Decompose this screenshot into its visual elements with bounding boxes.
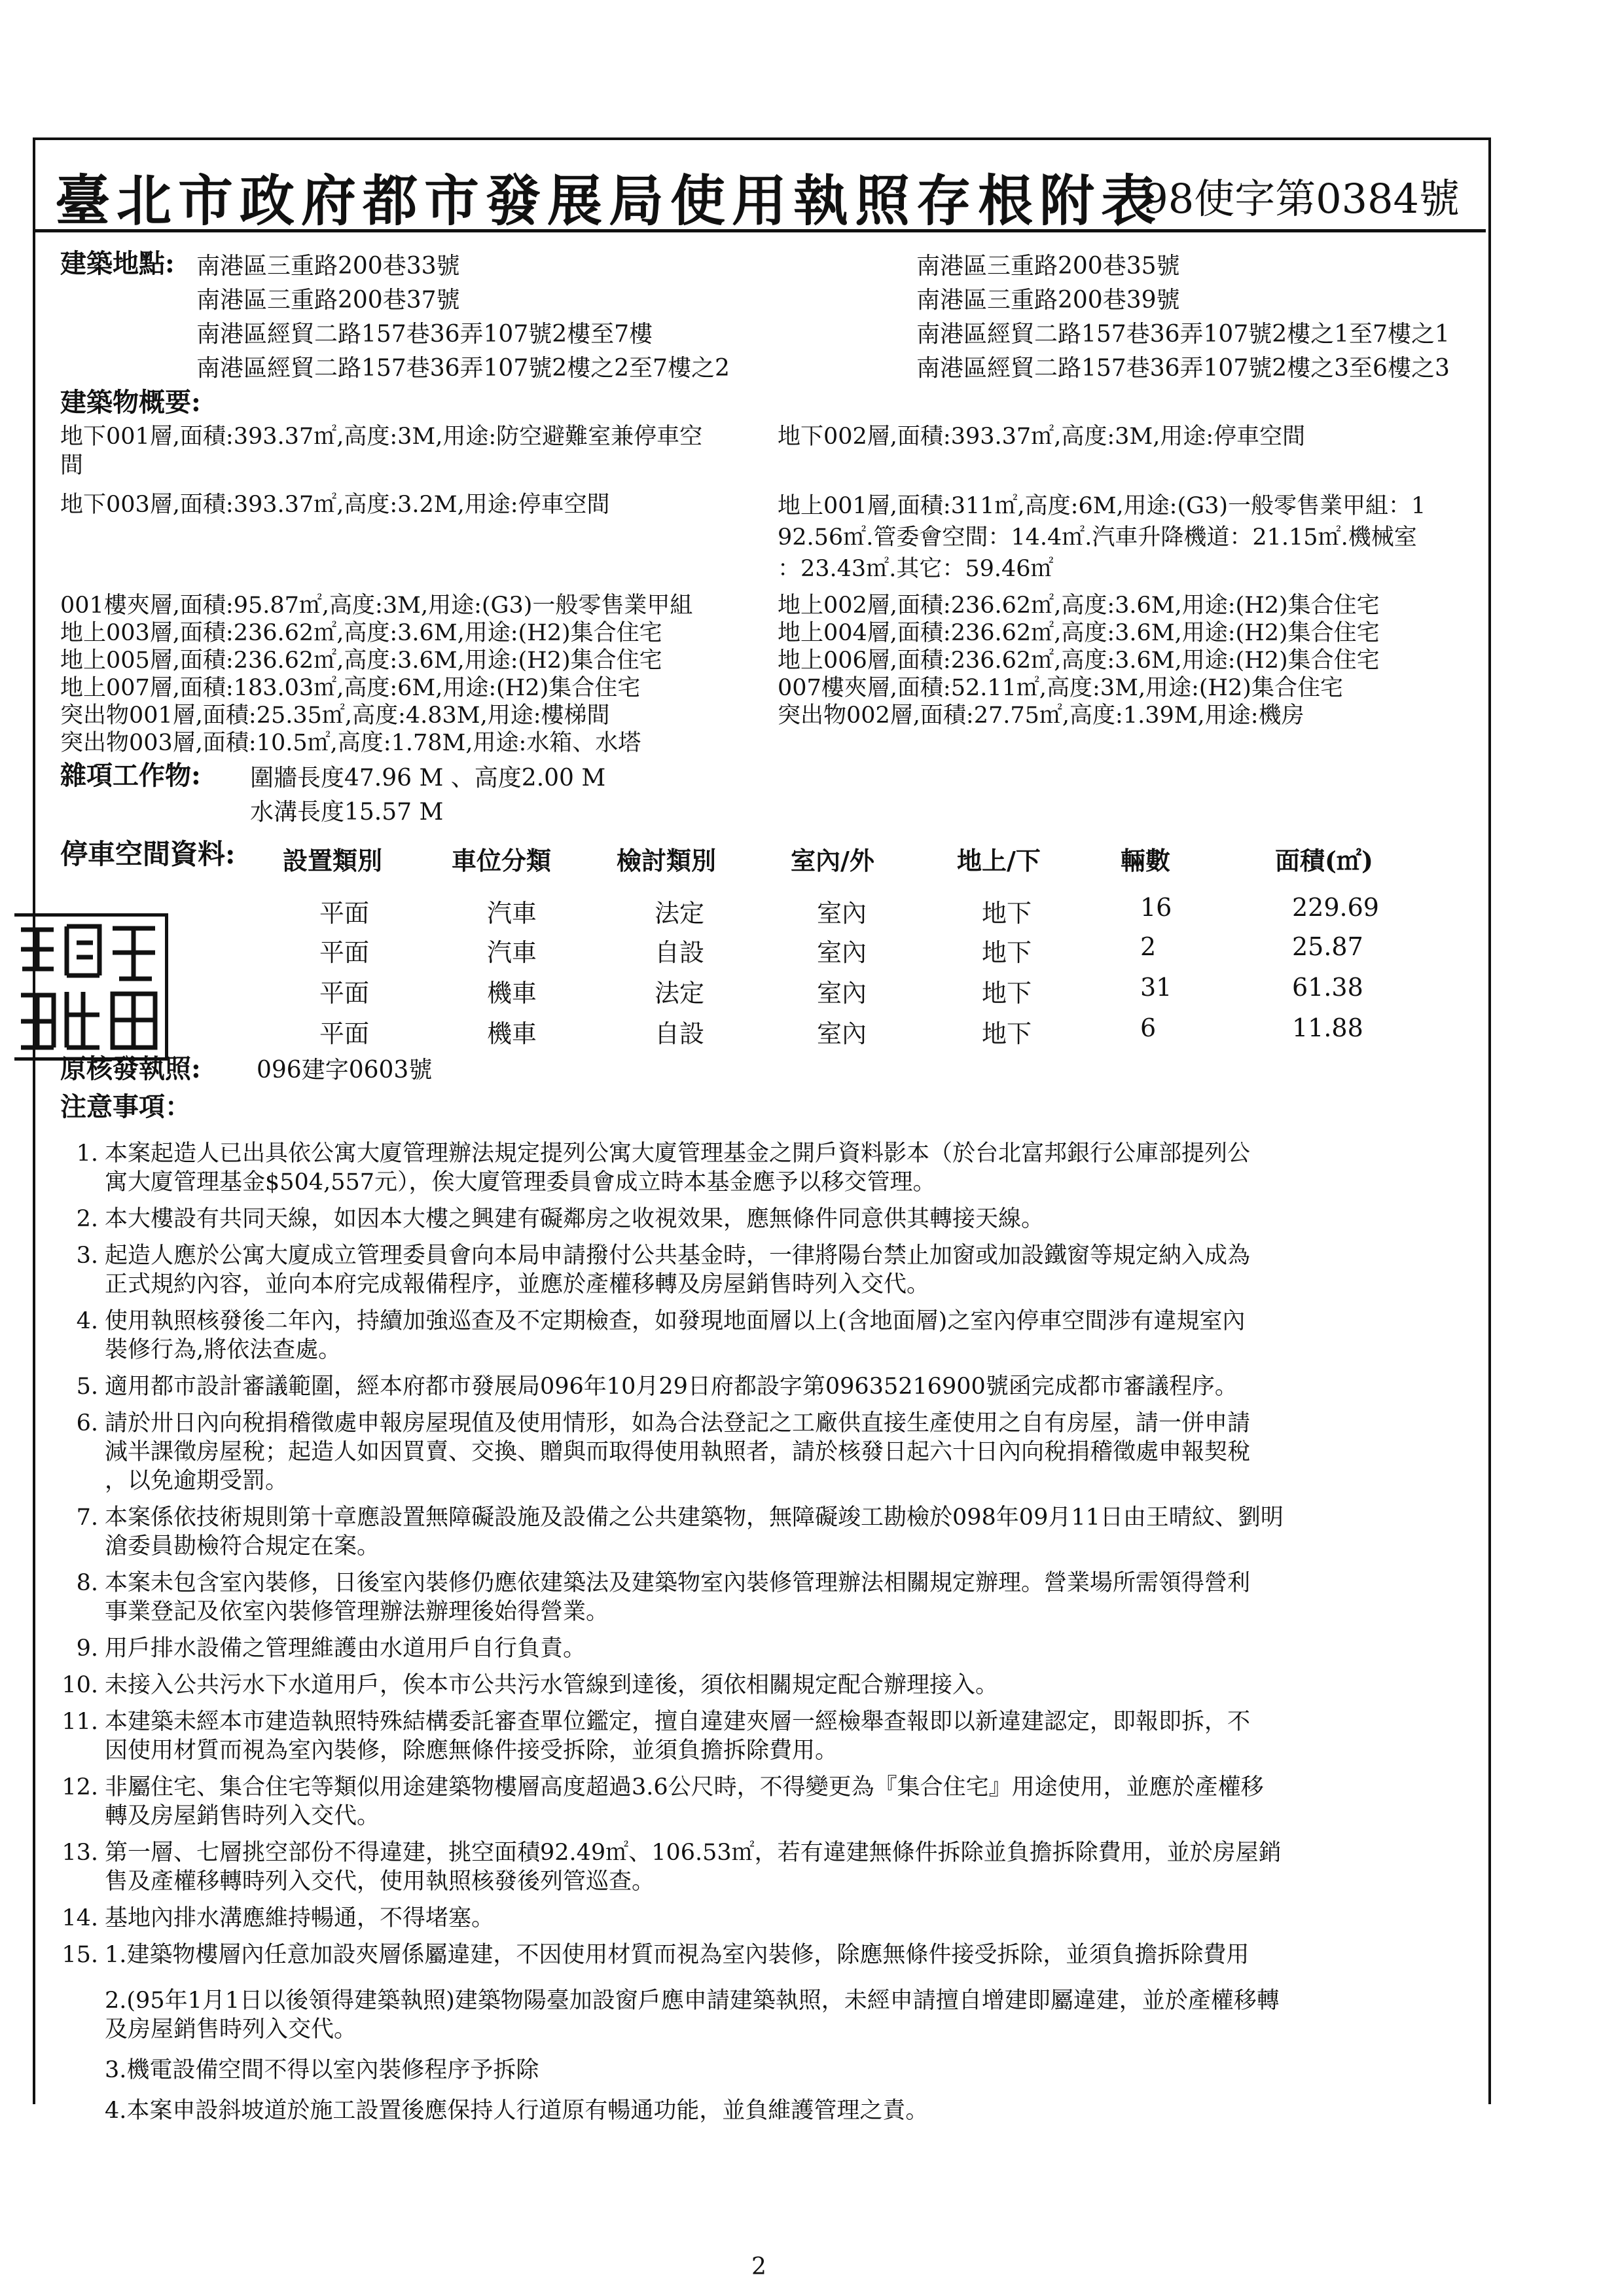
floor-line: 地上002層,面積:236.62㎡,高度:3.6M,用途:(H2)集合住宅 bbox=[778, 592, 1380, 619]
note-item bbox=[76, 1409, 1479, 1495]
note-number: 4. bbox=[76, 1308, 98, 1334]
parking-cell: 31 bbox=[1140, 973, 1172, 1002]
parking-cell: 25.87 bbox=[1292, 932, 1363, 961]
site-address: 南港區三重路200巷35號 bbox=[916, 253, 1180, 280]
note-line: 非屬住宅、集合住宅等類似用途建築物樓層高度超過3.6公尺時，不得變更為『集合住宅』用途使用，並應於產權移 bbox=[105, 1774, 1264, 1800]
note-item bbox=[76, 1503, 1479, 1561]
note-number: 5. bbox=[76, 1374, 98, 1400]
note-number: 13. bbox=[62, 1840, 98, 1866]
parking-cell: 229.69 bbox=[1292, 893, 1379, 922]
note-number: 12. bbox=[62, 1774, 98, 1800]
note-line: 4.本案申設斜坡道於施工設置後應保持人行道原有暢通功能，並負維護管理之責。 bbox=[105, 2098, 929, 2124]
note-line: 未接入公共污水下水道用戶，俟本市公共污水管線到達後，須依相關規定配合辦理接入。 bbox=[105, 1672, 999, 1698]
note-line: 正式規約內容，並向本府完成報備程序，並應於產權移轉及房屋銷售時列入交代。 bbox=[105, 1271, 930, 1298]
note-number: 15. bbox=[62, 1942, 98, 1968]
floor-line: 地上007層,面積:183.03㎡,高度:6M,用途:(H2)集合住宅 bbox=[60, 675, 641, 701]
note-item bbox=[76, 1205, 1479, 1233]
note-line: 減半課徵房屋稅；起造人如因買賣、交換、贈與而取得使用執照者，請於核發日起六十日內向稅捐稽徵處申報契稅 bbox=[105, 1439, 1251, 1465]
parking-cell: 11.88 bbox=[1292, 1013, 1363, 1042]
note-line: 裝修行為,將依法查處。 bbox=[105, 1337, 342, 1363]
parking-header: 設置類別 bbox=[283, 846, 383, 875]
parking-header: 輛數 bbox=[1121, 846, 1171, 875]
note-line: 請於卅日內向稅捐稽徵處申報房屋現值及使用情形，如為合法登記之工廠供直接生產使用之自有房屋，請一併申請 bbox=[105, 1410, 1251, 1436]
note-line: 本建築未經本市建造執照特殊結構委託審查單位鑑定，擅自違建夾層一經檢舉查報即以新違建認定，即報即拆，不 bbox=[105, 1709, 1251, 1735]
seal-stamp-icon bbox=[14, 917, 165, 1057]
floor-line: 地上006層,面積:236.62㎡,高度:3.6M,用途:(H2)集合住宅 bbox=[778, 647, 1380, 674]
note-line: 起造人應於公寓大廈成立管理委員會向本局申請撥付公共基金時，一律將陽台禁止加窗或加設鐵窗等規定納入成為 bbox=[105, 1243, 1251, 1269]
floor-line: 地下003層,面積:393.37㎡,高度:3.2M,用途:停車空間 bbox=[60, 492, 610, 518]
site-address: 南港區經貿二路157巷36弄107號2樓之3至6樓之3 bbox=[916, 355, 1450, 382]
note-sub-item bbox=[105, 2056, 1479, 2085]
note-item bbox=[76, 1139, 1479, 1197]
official-seal bbox=[14, 913, 168, 1061]
note-number: 1. bbox=[76, 1140, 98, 1167]
note-number: 9. bbox=[76, 1635, 98, 1662]
site-address: 南港區經貿二路157巷36弄107號2樓之1至7樓之1 bbox=[916, 321, 1450, 348]
note-line: 轉及房屋銷售時列入交代。 bbox=[105, 1803, 380, 1829]
floor-line: ：23.43㎡.其它：59.46㎡ bbox=[778, 556, 1054, 582]
note-item bbox=[76, 1307, 1479, 1364]
notes-label: 注意事項： bbox=[60, 1091, 191, 1122]
parking-cell: 室內 bbox=[817, 899, 867, 928]
note-line: 3.機電設備空間不得以室內裝修程序予拆除 bbox=[105, 2057, 539, 2083]
parking-cell: 法定 bbox=[655, 899, 705, 928]
site-label: 建築地點: bbox=[60, 248, 175, 279]
parking-cell: 平面 bbox=[319, 938, 370, 967]
note-line: 售及產權移轉時列入交代，使用執照核發後列管巡查。 bbox=[105, 1868, 655, 1895]
note-number: 8. bbox=[76, 1570, 98, 1596]
parking-cell: 室內 bbox=[817, 1019, 867, 1048]
note-line: 及房屋銷售時列入交代。 bbox=[105, 2016, 357, 2043]
note-item bbox=[62, 1904, 1479, 1933]
note-line: 1.建築物樓層內任意加設夾層係屬違建，不因使用材質而視為室內裝修，除應無條件接受拆除，並須負擔拆除費用 bbox=[105, 1942, 1249, 1968]
note-item bbox=[76, 1372, 1479, 1401]
floor-line: 突出物001層,面積:25.35㎡,高度:4.83M,用途:樓梯間 bbox=[60, 702, 610, 729]
note-number: 6. bbox=[76, 1410, 98, 1436]
floor-line: 001樓夾層,面積:95.87㎡,高度:3M,用途:(G3)一般零售業甲組 bbox=[60, 592, 693, 619]
parking-cell: 地下 bbox=[982, 979, 1032, 1008]
site-address: 南港區三重路200巷33號 bbox=[196, 253, 460, 280]
note-line: 事業登記及依室內裝修管理辦法辦理後始得營業。 bbox=[105, 1599, 609, 1625]
note-line: 因使用材質而視為室內裝修，除應無條件接受拆除，並須負擔拆除費用。 bbox=[105, 1738, 838, 1764]
note-line: 寓大廈管理基金$504,557元），俟大廈管理委員會成立時本基金應予以移交管理。 bbox=[105, 1169, 936, 1195]
note-number: 14. bbox=[62, 1905, 98, 1931]
note-line: ，以免逾期受罰。 bbox=[105, 1468, 289, 1494]
note-line: 本案起造人已出具依公寓大廈管理辦法規定提列公寓大廈管理基金之開戶資料影本（於台北富邦銀行公庫部提列公 bbox=[105, 1140, 1251, 1167]
site-address: 南港區經貿二路157巷36弄107號2樓至7樓 bbox=[196, 321, 653, 348]
misc-label: 雜項工作物: bbox=[60, 760, 201, 791]
note-line: 適用都市設計審議範圍，經本府都市發展局096年10月29日府都設字第09635216900號函完成都市審議程序。 bbox=[105, 1374, 1238, 1400]
floor-line: 地下001層,面積:393.37㎡,高度:3M,用途:防空避難室兼停車空 bbox=[60, 424, 703, 450]
note-line: 本案係依技術規則第十章應設置無障礙設施及設備之公共建築物，無障礙竣工勘檢於098年09月11日由王晴紋、劉明 bbox=[105, 1504, 1284, 1531]
original-permit-value: 096建字0603號 bbox=[257, 1057, 433, 1084]
note-line: 第一層、七層挑空部份不得違建，挑空面積92.49㎡、106.53㎡，若有違建無條件拆除並負擔拆除費用，並於房屋銷 bbox=[105, 1840, 1282, 1866]
floor-line: 地上001層,面積:311㎡,高度:6M,用途:(G3)一般零售業甲組：1 bbox=[778, 493, 1426, 519]
note-number: 7. bbox=[76, 1504, 98, 1531]
floor-line: 007樓夾層,面積:52.11㎡,高度:3M,用途:(H2)集合住宅 bbox=[778, 675, 1343, 701]
site-address: 南港區三重路200巷39號 bbox=[916, 287, 1180, 314]
note-item bbox=[62, 1941, 1479, 1969]
parking-header: 面積(㎡) bbox=[1275, 846, 1373, 875]
floor-line: 地上003層,面積:236.62㎡,高度:3.6M,用途:(H2)集合住宅 bbox=[60, 620, 662, 646]
note-item bbox=[76, 1241, 1479, 1299]
parking-cell: 機車 bbox=[487, 979, 537, 1008]
note-line: 2.(95年1月1日以後領得建築執照)建築物陽臺加設窗戶應申請建築執照，未經申請擅自增建即屬違建，並於產權移轉 bbox=[105, 1988, 1280, 2014]
parking-header: 車位分類 bbox=[452, 846, 552, 875]
original-permit-label: 原核發執照: bbox=[60, 1053, 201, 1084]
note-line: 使用執照核發後二年內，持續加強巡查及不定期檢查，如發現地面層以上(含地面層)之室內停車空間涉有違規室內 bbox=[105, 1308, 1246, 1334]
note-item bbox=[62, 1707, 1479, 1765]
floor-line: 地上004層,面積:236.62㎡,高度:3.6M,用途:(H2)集合住宅 bbox=[778, 620, 1380, 646]
site-address: 南港區經貿二路157巷36弄107號2樓之2至7樓之2 bbox=[196, 355, 730, 382]
note-line: 本案未包含室內裝修，日後室內裝修仍應依建築法及建築物室內裝修管理辦法相關規定辦理。營業場所需領得營利 bbox=[105, 1570, 1251, 1596]
parking-cell: 地下 bbox=[982, 938, 1032, 967]
parking-cell: 16 bbox=[1140, 893, 1172, 922]
note-line: 本大樓設有共同天線，如因本大樓之興建有礙鄰房之收視效果，應無條件同意供其轉接天線。 bbox=[105, 1206, 1045, 1232]
note-line: 基地內排水溝應維持暢通，不得堵塞。 bbox=[105, 1905, 495, 1931]
note-item bbox=[76, 1634, 1479, 1663]
parking-label: 停車空間資料: bbox=[60, 838, 236, 870]
building-label: 建築物概要: bbox=[60, 387, 201, 418]
parking-cell: 室內 bbox=[817, 979, 867, 1008]
parking-cell: 自設 bbox=[655, 1019, 705, 1048]
floor-line: 92.56㎡.管委會空間：14.4㎡.汽車升降機道：21.15㎡.機械室 bbox=[778, 524, 1417, 551]
parking-header: 地上/下 bbox=[957, 846, 1041, 875]
parking-header: 檢討類別 bbox=[617, 846, 717, 875]
misc-line: 圍牆長度47.96 M 、高度2.00 M bbox=[250, 765, 606, 792]
note-sub-item bbox=[105, 1986, 1479, 2044]
parking-header: 室內/外 bbox=[791, 846, 874, 875]
parking-cell: 法定 bbox=[655, 979, 705, 1008]
parking-cell: 2 bbox=[1140, 932, 1157, 961]
floor-line: 突出物003層,面積:10.5㎡,高度:1.78M,用途:水箱、水塔 bbox=[60, 730, 641, 756]
parking-cell: 平面 bbox=[319, 899, 370, 928]
note-number: 10. bbox=[62, 1672, 98, 1698]
page-title: 臺北市政府都市發展局使用執照存根附表 bbox=[55, 168, 1163, 233]
note-number: 11. bbox=[62, 1709, 98, 1735]
note-item bbox=[62, 1671, 1479, 1700]
parking-cell: 61.38 bbox=[1292, 973, 1363, 1002]
parking-cell: 汽車 bbox=[487, 899, 537, 928]
parking-cell: 平面 bbox=[319, 979, 370, 1008]
parking-cell: 地下 bbox=[982, 1019, 1032, 1048]
floor-line: 地下002層,面積:393.37㎡,高度:3M,用途:停車空間 bbox=[778, 424, 1306, 450]
note-item bbox=[62, 1838, 1479, 1896]
parking-cell: 汽車 bbox=[487, 938, 537, 967]
note-number: 3. bbox=[76, 1243, 98, 1269]
note-item bbox=[62, 1773, 1479, 1831]
note-line: 滄委員勘檢符合規定在案。 bbox=[105, 1533, 380, 1559]
floor-line: 間 bbox=[60, 452, 84, 479]
title-row bbox=[35, 140, 1486, 232]
permit-number: 98使字第0384號 bbox=[1142, 175, 1460, 223]
parking-cell: 地下 bbox=[982, 899, 1032, 928]
misc-line: 水溝長度15.57 M bbox=[250, 799, 444, 826]
note-line: 用戶排水設備之管理維護由水道用戶自行負責。 bbox=[105, 1635, 586, 1662]
note-number: 2. bbox=[76, 1206, 98, 1232]
page-number: 2 bbox=[751, 2253, 766, 2280]
floor-line: 地上005層,面積:236.62㎡,高度:3.6M,用途:(H2)集合住宅 bbox=[60, 647, 662, 674]
site-address: 南港區三重路200巷37號 bbox=[196, 287, 460, 314]
parking-cell: 6 bbox=[1140, 1013, 1157, 1042]
parking-cell: 機車 bbox=[487, 1019, 537, 1048]
note-item bbox=[76, 1569, 1479, 1626]
parking-cell: 自設 bbox=[655, 938, 705, 967]
parking-cell: 平面 bbox=[319, 1019, 370, 1048]
note-sub-item bbox=[105, 2096, 1479, 2125]
floor-line: 突出物002層,面積:27.75㎡,高度:1.39M,用途:機房 bbox=[778, 702, 1304, 729]
parking-cell: 室內 bbox=[817, 938, 867, 967]
